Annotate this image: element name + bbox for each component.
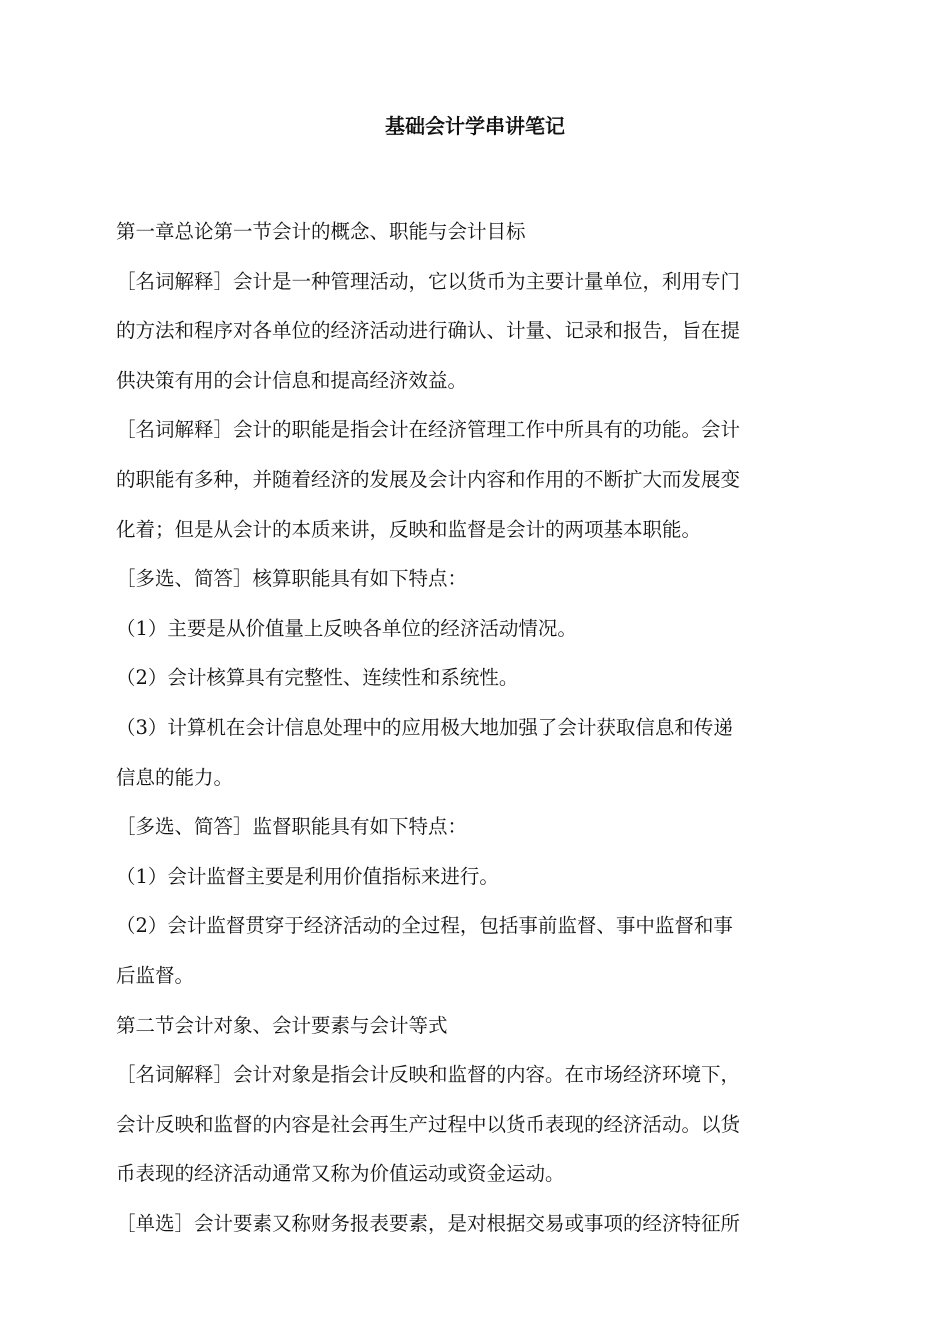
list-item: （2）会计监督贯穿于经济活动的全过程，包括事前监督、事中监督和事 bbox=[116, 914, 733, 938]
paragraph-line: 供决策有用的会计信息和提高经济效益。 bbox=[116, 368, 468, 392]
list-item: （3）计算机在会计信息处理中的应用极大地加强了会计获取信息和传递 bbox=[116, 715, 733, 739]
chapter-heading: 第一章总论第一节会计的概念、职能与会计目标 bbox=[116, 220, 526, 243]
paragraph-line: 化着；但是从会计的本质来讲，反映和监督是会计的两项基本职能。 bbox=[116, 517, 702, 541]
paragraph-line: 的职能有多种，并随着经济的发展及会计内容和作用的不断扩大而发展变 bbox=[116, 467, 741, 491]
list-item: （2）会计核算具有完整性、连续性和系统性。 bbox=[116, 666, 519, 690]
document-body bbox=[116, 207, 838, 1248]
paragraph-line: 信息的能力。 bbox=[116, 765, 234, 789]
paragraph-line: ［多选、简答］监督职能具有如下特点： bbox=[116, 815, 468, 839]
paragraph-line: ［名词解释］会计是一种管理活动，它以货币为主要计量单位，利用专门 bbox=[116, 269, 741, 293]
paragraph-line: ［单选］会计要素又称财务报表要素，是对根据交易或事项的经济特征所 bbox=[116, 1211, 741, 1235]
paragraph-line: 的方法和程序对各单位的经济活动进行确认、计量、记录和报告，旨在提 bbox=[116, 319, 741, 343]
list-item: （1）会计监督主要是利用价值指标来进行。 bbox=[116, 864, 499, 888]
paragraph-line: ［多选、简答］核算职能具有如下特点： bbox=[116, 567, 468, 591]
list-item: （1）主要是从价值量上反映各单位的经济活动情况。 bbox=[116, 616, 577, 640]
paragraph-line: 会计反映和监督的内容是社会再生产过程中以货币表现的经济活动。以货 bbox=[116, 1112, 741, 1136]
document-title: 基础会计学串讲笔记 bbox=[385, 114, 565, 138]
paragraph-line: ［名词解释］会计的职能是指会计在经济管理工作中所具有的功能。会计 bbox=[116, 418, 741, 442]
paragraph-line: ［名词解释］会计对象是指会计反映和监督的内容。在市场经济环境下， bbox=[116, 1063, 741, 1087]
paragraph-line: 币表现的经济活动通常又称为价值运动或资金运动。 bbox=[116, 1162, 565, 1186]
paragraph-line: 后监督。 bbox=[116, 963, 195, 987]
section-heading: 第二节会计对象、会计要素与会计等式 bbox=[116, 1013, 448, 1037]
